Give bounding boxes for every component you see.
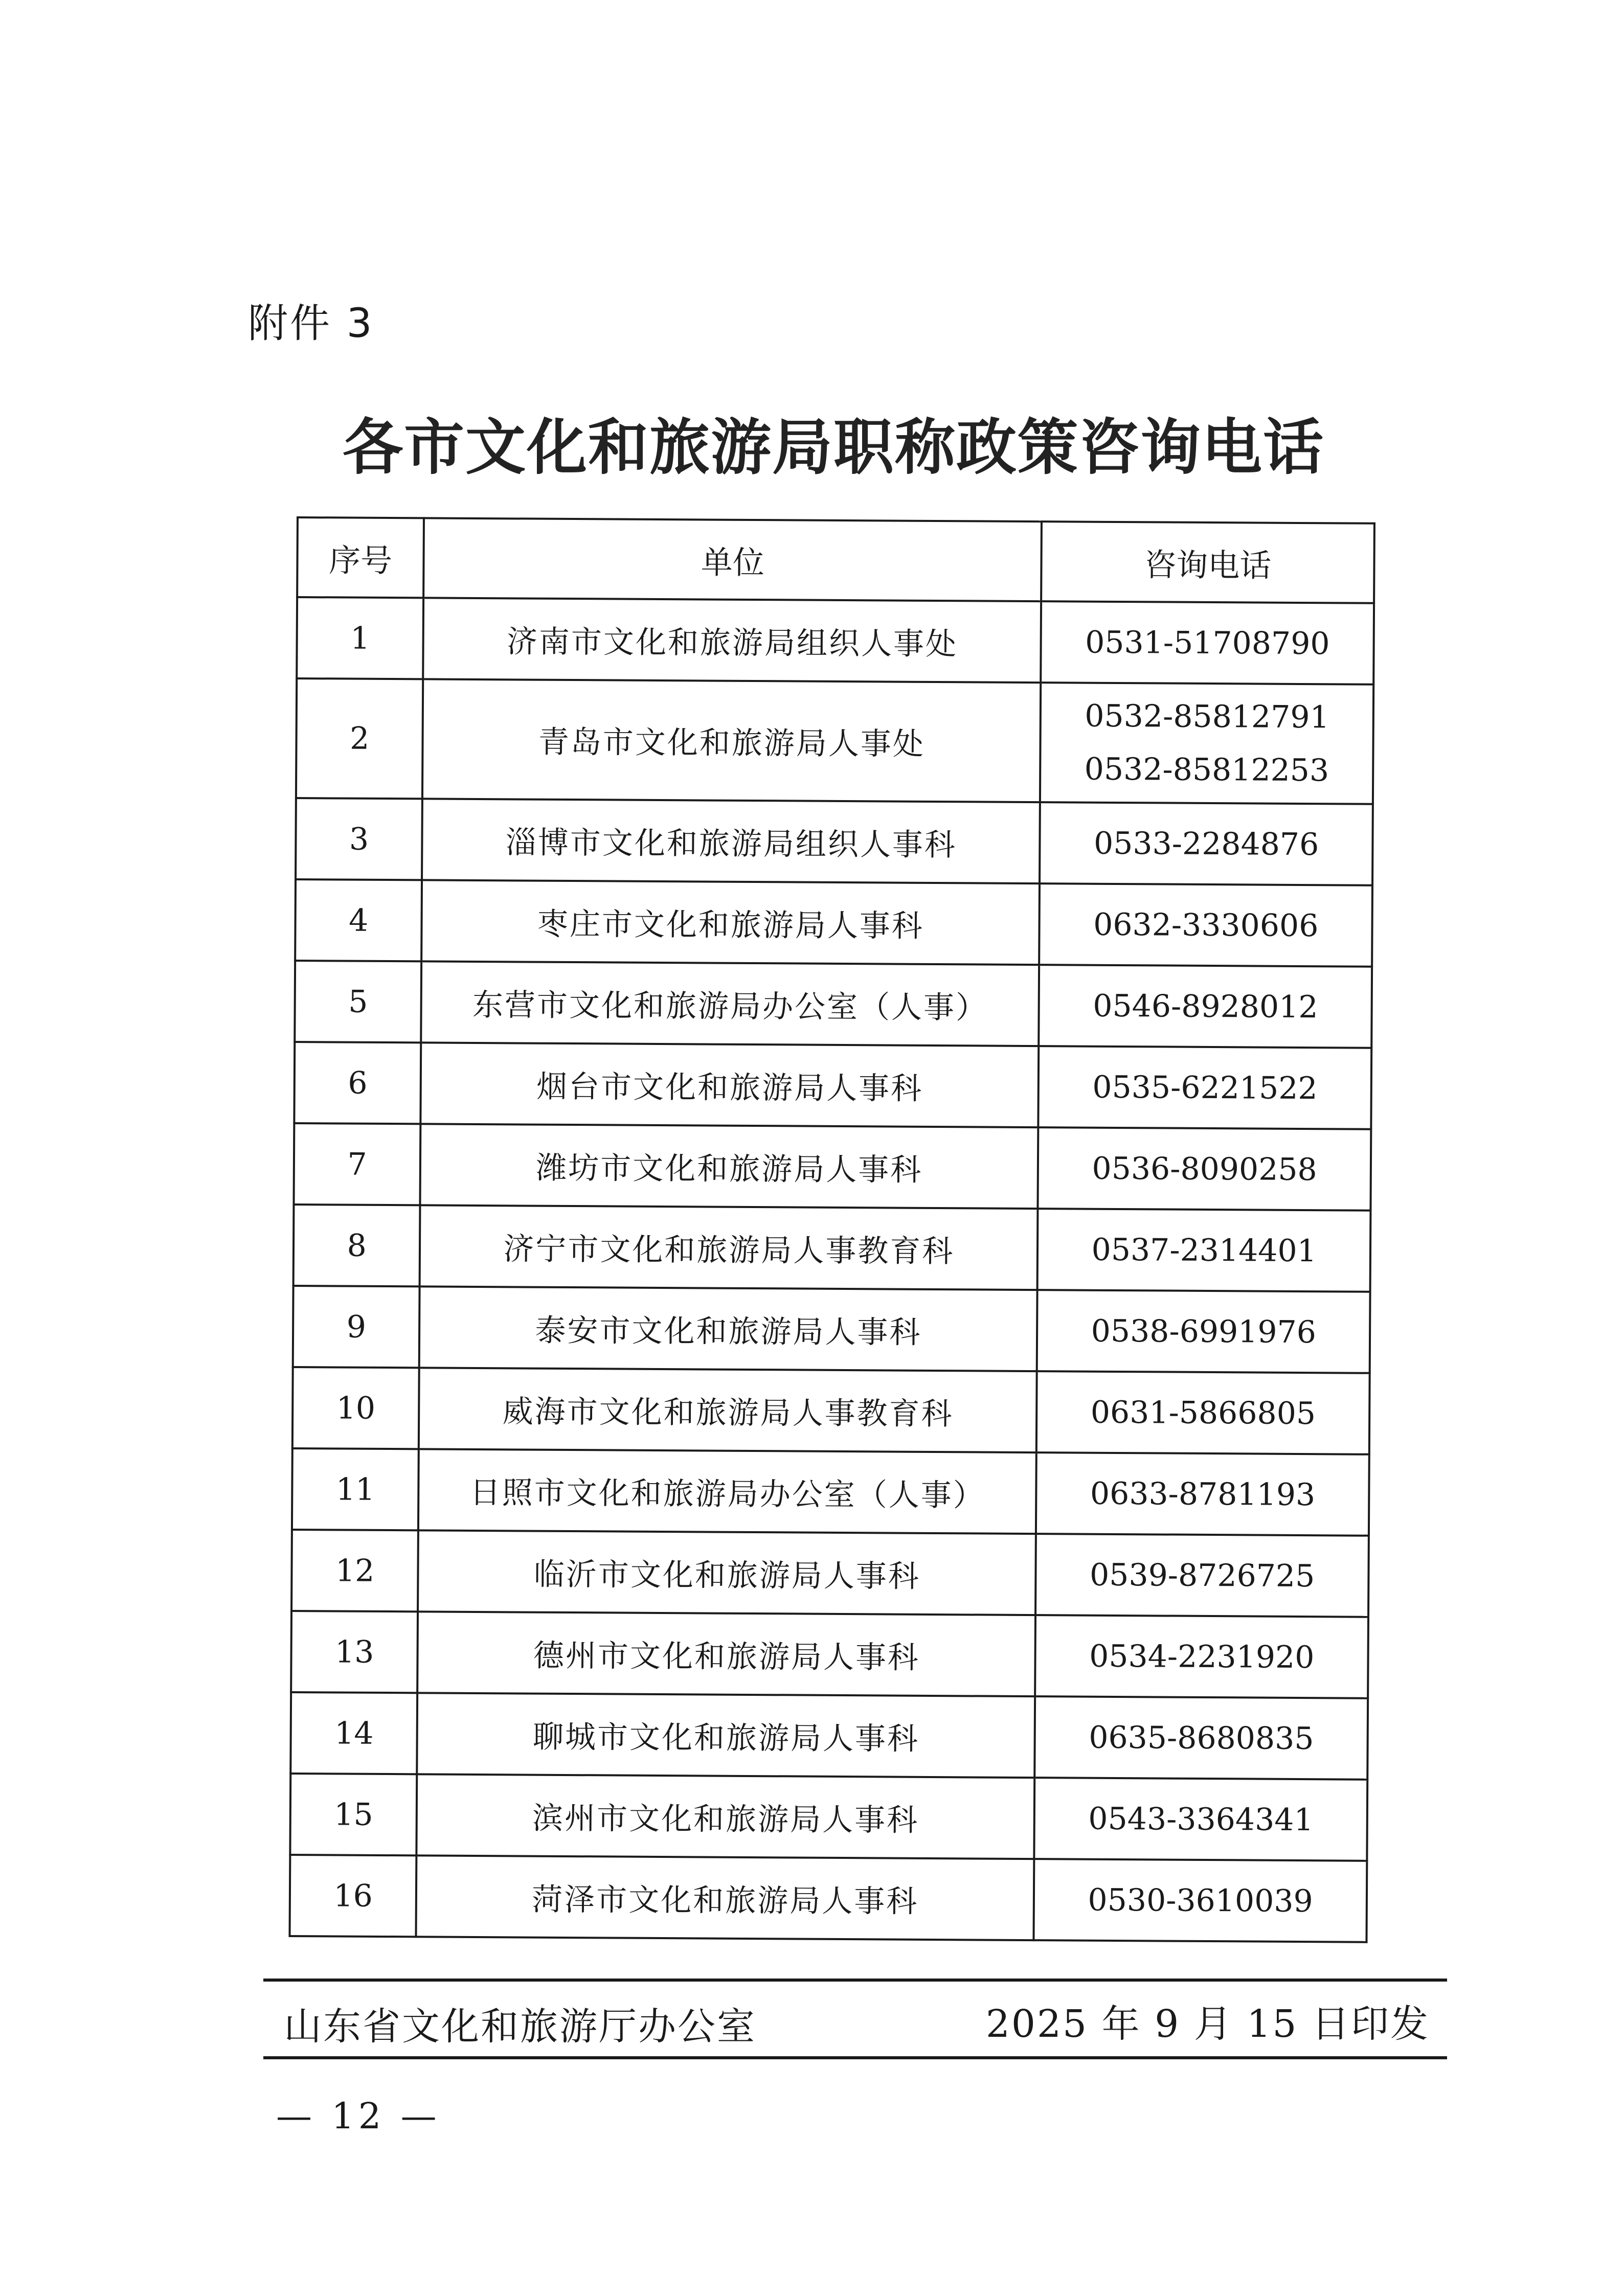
- row-unit: 济南市文化和旅游局组织人事处: [423, 598, 1042, 683]
- row-no: 1: [297, 597, 423, 679]
- table-row: [295, 879, 1372, 967]
- row-phone: [1040, 683, 1373, 804]
- row-unit: 淄博市文化和旅游局组织人事科: [422, 799, 1040, 883]
- row-phone: 0531-51708790: [1041, 601, 1374, 685]
- row-no: 6: [294, 1042, 421, 1124]
- row-unit: 日照市文化和旅游局办公室（人事）: [418, 1449, 1036, 1534]
- row-unit: 济宁市文化和旅游局人事教育科: [420, 1205, 1038, 1290]
- table-row: [297, 597, 1374, 685]
- table-row: [296, 798, 1373, 885]
- row-no: 11: [292, 1448, 419, 1530]
- contact-table: [288, 516, 1375, 1943]
- table-row: [290, 1692, 1368, 1780]
- row-unit: 泰安市文化和旅游局人事科: [419, 1286, 1037, 1371]
- row-no: 4: [295, 879, 422, 961]
- row-no: 12: [291, 1530, 418, 1611]
- row-unit: 德州市文化和旅游局人事科: [417, 1611, 1035, 1696]
- row-no: 5: [295, 961, 421, 1042]
- row-unit: 东营市文化和旅游局办公室（人事）: [421, 961, 1040, 1046]
- row-phone: 0631-5866805: [1036, 1371, 1369, 1454]
- table-row: [296, 678, 1373, 804]
- row-phone: 0539-8726725: [1035, 1534, 1368, 1617]
- row-no: 2: [296, 678, 423, 799]
- row-phone: 0635-8680835: [1035, 1696, 1368, 1780]
- table-row: [295, 961, 1372, 1048]
- table-row: [292, 1367, 1370, 1454]
- row-unit: 滨州市文化和旅游局人事科: [417, 1774, 1035, 1859]
- row-no: 13: [291, 1611, 418, 1693]
- row-phone: 0533-2284876: [1040, 802, 1372, 885]
- row-unit: 潍坊市文化和旅游局人事科: [420, 1124, 1039, 1209]
- row-phone: 0535-6221522: [1039, 1046, 1371, 1129]
- row-phone: 0546-8928012: [1039, 965, 1372, 1048]
- row-no: 16: [289, 1855, 416, 1937]
- table-row: [294, 1123, 1371, 1211]
- table-row: [291, 1611, 1368, 1698]
- table-row: [292, 1448, 1369, 1536]
- row-no: 9: [293, 1286, 420, 1368]
- row-unit: 聊城市文化和旅游局人事科: [417, 1693, 1035, 1778]
- header-unit: 单位: [423, 518, 1042, 601]
- table-header-row: [297, 517, 1374, 603]
- table-row: [291, 1530, 1369, 1617]
- row-unit: 青岛市文化和旅游局人事处: [422, 679, 1041, 802]
- footer-top-rule: [263, 1979, 1447, 1982]
- header-phone: 咨询电话: [1042, 521, 1374, 603]
- row-unit: 烟台市文化和旅游局人事科: [421, 1042, 1039, 1127]
- table-row: [293, 1286, 1370, 1373]
- row-unit: 威海市文化和旅游局人事教育科: [419, 1368, 1037, 1452]
- page-number: — 12 —: [276, 2095, 441, 2137]
- row-no: 3: [296, 798, 422, 880]
- row-no: 15: [290, 1774, 417, 1855]
- row-phone: 0538-6991976: [1037, 1290, 1370, 1373]
- row-unit: 枣庄市文化和旅游局人事科: [421, 880, 1040, 965]
- row-unit: 菏泽市文化和旅游局人事科: [416, 1855, 1034, 1940]
- row-phone: 0530-3610039: [1034, 1859, 1367, 1942]
- row-no: 10: [292, 1367, 419, 1449]
- row-phone: 0543-3364341: [1034, 1778, 1367, 1861]
- table-row: [289, 1855, 1367, 1942]
- row-phone: 0632-3330606: [1040, 883, 1372, 967]
- page-title: 各市文化和旅游局职称政策咨询电话: [342, 412, 1324, 483]
- phone-line-1: 0532-85812791: [1085, 698, 1329, 736]
- row-unit: 临沂市文化和旅游局人事科: [418, 1530, 1036, 1615]
- header-no: 序号: [297, 517, 424, 598]
- row-no: 8: [294, 1204, 420, 1286]
- row-phone: 0537-2314401: [1037, 1209, 1370, 1292]
- footer-issue-date: 2025 年 9 月 15 日印发: [985, 2002, 1430, 2046]
- row-phone: 0536-8090258: [1038, 1127, 1371, 1211]
- footer-issuer: 山东省文化和旅游厅办公室: [284, 2005, 756, 2049]
- table-row: [294, 1204, 1371, 1292]
- row-phone: 0534-2231920: [1035, 1615, 1368, 1698]
- attachment-label: 附件 3: [248, 301, 374, 347]
- row-phone: 0633-8781193: [1036, 1452, 1369, 1536]
- row-no: 14: [290, 1692, 417, 1774]
- phone-line-2: 0532-85812253: [1084, 751, 1329, 789]
- row-no: 7: [294, 1123, 420, 1205]
- footer-bottom-rule: [263, 2056, 1447, 2059]
- table-row: [290, 1774, 1367, 1861]
- table-row: [294, 1042, 1371, 1129]
